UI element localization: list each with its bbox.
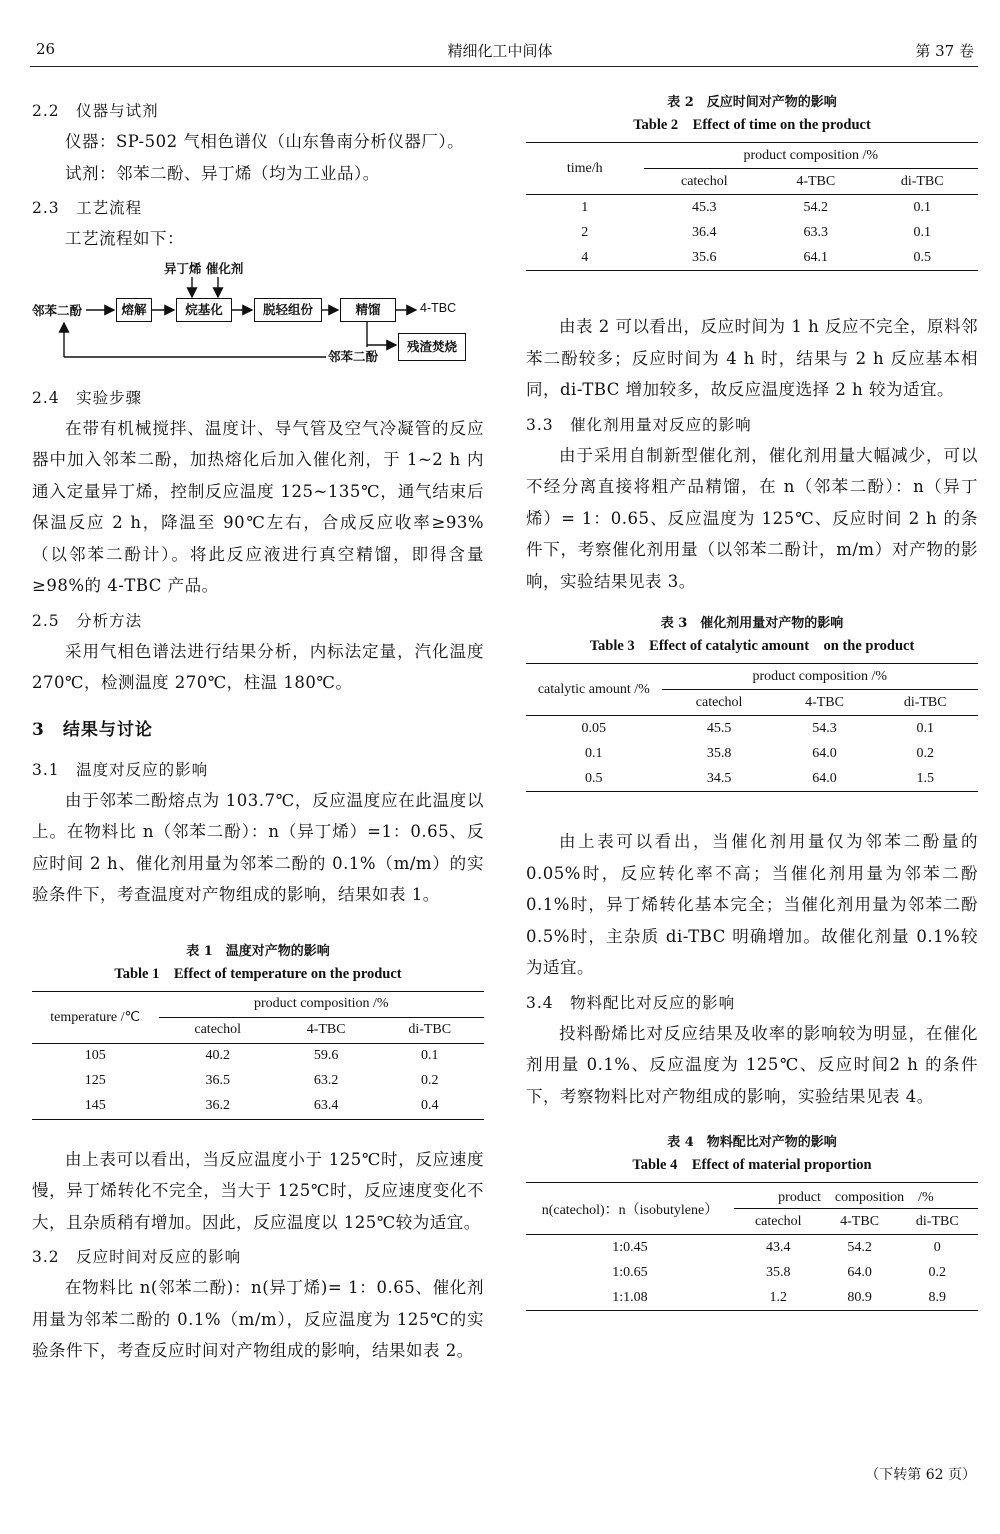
table-cell: 0.1 xyxy=(913,199,931,215)
table-cell: 35.6 xyxy=(644,245,766,271)
table-cell: 63.3 xyxy=(803,224,828,240)
process-flow-diagram xyxy=(32,259,484,379)
table3-col3: di-TBC xyxy=(872,690,978,716)
flow-input-top: 异丁烯 催化剂 xyxy=(164,260,244,276)
time-conclusion: 由表 2 可以看出，反应时间为 1 h 反应不完全，原料邻苯二酚较多；反应时间为 4 h 时，结果与 2 h 反应基本相同，di-TBC 增加较多，故反应温度选择 2 h 较为适宜。 xyxy=(526,317,978,399)
flow-intro: 工艺流程如下： xyxy=(65,229,184,248)
table2-col2: 4-TBC xyxy=(765,169,866,195)
table4-col3: di-TBC xyxy=(897,1209,978,1235)
table1-group: product composition /% xyxy=(159,991,484,1017)
catalyst-conclusion: 由上表可以看出，当催化剂用量仅为邻苯二酚量的 0.05%时，反应转化率不高；当催化剂用量为邻苯二酚 0.1%时，异丁烯转化基本完全；当催化剂用量为邻苯二酚 0.5%时，主杂质 di-TBC 明确增加。故催化剂量 0.1%较为适宜。 xyxy=(526,832,978,977)
table-cell: 40.2 xyxy=(205,1048,230,1063)
analysis-text: 采用气相色谱法进行结果分析，内标法定量，汽化温度 270℃，检测温度 270℃，柱温 180℃。 xyxy=(32,641,484,692)
table-row xyxy=(32,1069,484,1094)
table-cell: 1.5 xyxy=(872,766,978,792)
table-cell: 2 xyxy=(581,224,589,240)
section-2-4-title: 2.4 实验步骤 xyxy=(32,388,143,407)
continued-note: （下转第 62 页） xyxy=(865,1467,976,1483)
table-cell: 1 xyxy=(581,199,589,215)
table-cell: 0.5 xyxy=(526,766,662,792)
table-cell: 0.1 xyxy=(913,224,931,240)
table3-col2: 4-TBC xyxy=(777,690,873,716)
table-row xyxy=(526,766,978,792)
table-cell: 125 xyxy=(84,1073,106,1088)
table-row xyxy=(526,245,978,271)
table-cell: 0.4 xyxy=(375,1094,484,1120)
table-cell: 45.3 xyxy=(692,199,717,215)
table2-col1: catechol xyxy=(644,169,766,195)
flow-residue-box: 残渣焚烧 xyxy=(398,333,466,361)
table4-col2: 4-TBC xyxy=(823,1209,897,1235)
table-cell: 1:1.08 xyxy=(526,1285,734,1311)
table-cell: 0.05 xyxy=(581,720,607,736)
flow-recycle: 邻苯二酚 xyxy=(328,348,379,364)
section-3-1-title: 3.1 温度对反应的影响 xyxy=(32,760,209,779)
table2-caption-cn: 表 2 反应时间对产物的影响 xyxy=(667,95,837,110)
flow-alkyl-box: 烷基化 xyxy=(176,298,232,322)
table-cell: 36.4 xyxy=(692,224,717,240)
table-row xyxy=(526,741,978,766)
table3-col0: catalytic amount /% xyxy=(526,664,662,716)
table1-caption-en: Table 1 Effect of temperature on the product xyxy=(114,965,402,982)
table3-caption-en: Table 3 Effect of catalytic amount on the product xyxy=(589,638,915,654)
table-cell: 80.9 xyxy=(823,1285,897,1311)
table-cell: 54.2 xyxy=(847,1239,872,1255)
journal-title: 精细化工中间体 xyxy=(447,42,553,60)
table-cell: 35.8 xyxy=(706,745,732,761)
table-cell: 1:0.45 xyxy=(612,1239,648,1255)
table-cell: 43.4 xyxy=(766,1239,791,1255)
table-row xyxy=(526,220,978,245)
table4-col1: catechol xyxy=(734,1209,823,1235)
section-3-2-title: 3.2 反应时间对反应的影响 xyxy=(32,1248,242,1266)
table-cell: 35.8 xyxy=(766,1264,791,1280)
flow-distill-box: 精馏 xyxy=(340,298,396,322)
table1-col3: di-TBC xyxy=(375,1017,484,1043)
ratio-text: 投料酚烯比对反应结果及收率的影响较为明显，在催化剂用量 0.1%、反应温度为 125℃、反应时间2 h 的条件下，考察物料比对产物组成的影响，实验结果见表 4。 xyxy=(526,1023,978,1106)
table-cell: 45.5 xyxy=(706,720,732,736)
table-cell: 54.2 xyxy=(803,199,828,215)
table-row xyxy=(526,1285,978,1311)
table3-col1: catechol xyxy=(662,690,777,716)
table-cell: 63.2 xyxy=(313,1073,339,1088)
table-row xyxy=(526,1235,978,1261)
table-3 xyxy=(526,663,978,792)
table-row xyxy=(526,1260,978,1285)
table-cell: 0.5 xyxy=(866,245,978,271)
catalyst-text: 由于采用自制新型催化剂，催化剂用量大幅减少，可以不经分离直接将粗产品精馏，在 n（邻苯二酚）：n（异丁烯）= 1：0.65、反应温度为 125℃、反应时间 2 h 的条件下，考察催化剂用量（以邻苯二酚计，m/m）对产物的影响，实验结果见表 3。 xyxy=(526,445,978,591)
instrument-text: 仪器：SP-502 气相色谱仪（山东鲁南分析仪器厂）。 xyxy=(65,132,465,151)
table3-group: product composition /% xyxy=(662,664,978,690)
temperature-conclusion: 由上表可以看出，当反应温度小于 125℃时，反应速度慢，异丁烯转化不完全，当大于 125℃时，反应速度变化不大，且杂质稍有增加。因此，反应温度以 125℃较为适宜。 xyxy=(32,1149,484,1232)
table-cell: 1:0.65 xyxy=(612,1264,648,1280)
table-cell: 64.1 xyxy=(765,245,866,271)
table2-caption-en: Table 2 Effect of time on the product xyxy=(633,117,871,133)
section-2-2-title: 2.2 仪器与试剂 xyxy=(32,102,159,120)
table4-group: product composition /% xyxy=(734,1183,978,1209)
table-row xyxy=(526,716,978,742)
table-cell: 8.9 xyxy=(897,1285,978,1311)
table-cell: 0.2 xyxy=(420,1073,439,1088)
flow-product: 4-TBC xyxy=(420,300,457,315)
table-row xyxy=(526,195,978,221)
section-2-3-title: 2.3 工艺流程 xyxy=(32,199,143,217)
table1-caption-cn: 表 1 温度对产物的影响 xyxy=(186,943,330,959)
table-cell: 64.0 xyxy=(812,745,837,761)
page-number: 26 xyxy=(36,40,56,58)
table-cell: 0.1 xyxy=(916,720,934,736)
table1-col0: temperature /℃ xyxy=(32,991,159,1043)
left-column xyxy=(32,92,484,1367)
table1-col1: catechol xyxy=(159,1017,277,1043)
table4-caption-cn: 表 4 物料配比对产物的影响 xyxy=(667,1135,837,1150)
table-cell: 0 xyxy=(933,1239,941,1255)
procedure-text: 在带有机械搅拌、温度计、导气管及空气冷凝管的反应器中加入邻苯二酚，加热熔化后加入催化剂，于 1~2 h 内通入定量异丁烯，控制反应温度 125~135℃，通气结束后保温反应 2 h，降温至 90℃左右，合成反应收率≥93%（以邻苯二酚计）。将此反应液进行真空精馏，即得含量≥98%的 4-TBC 产品。 xyxy=(32,418,484,595)
table-cell: 145 xyxy=(32,1094,159,1120)
table-cell: 64.0 xyxy=(777,766,873,792)
reagent-text: 试剂：邻苯二酚、异丁烯（均为工业品）。 xyxy=(65,163,380,183)
table2-group: product composition /% xyxy=(644,143,978,169)
table-1 xyxy=(32,991,484,1120)
table4-col0: n(catechol)：n（isobutylene） xyxy=(526,1183,734,1235)
section-3-3-title: 3.3 催化剂用量对反应的影响 xyxy=(526,415,752,434)
right-column xyxy=(526,92,978,1311)
table-cell: 0.1 xyxy=(585,745,603,761)
table-row xyxy=(32,1043,484,1069)
table2-col0: time/h xyxy=(526,143,644,195)
section-2-5-title: 2.5 分析方法 xyxy=(32,611,143,630)
table-cell: 63.4 xyxy=(277,1094,376,1120)
table-4 xyxy=(526,1182,978,1311)
table-2 xyxy=(526,142,978,271)
table-cell: 105 xyxy=(84,1048,106,1063)
table4-caption-en: Table 4 Effect of material proportion xyxy=(632,1157,872,1173)
table-cell: 64.0 xyxy=(847,1264,872,1280)
flow-feed: 邻苯二酚 xyxy=(32,302,83,318)
table-cell: 34.5 xyxy=(662,766,777,792)
section-3-title: 3 结果与讨论 xyxy=(32,719,153,740)
table3-caption-cn: 表 3 催化剂用量对产物的影响 xyxy=(660,616,844,631)
table-cell: 36.2 xyxy=(159,1094,277,1120)
table2-col3: di-TBC xyxy=(866,169,978,195)
section-3-4-title: 3.4 物料配比对反应的影响 xyxy=(526,993,736,1012)
table-row xyxy=(32,1094,484,1120)
table-cell: 59.6 xyxy=(313,1048,339,1063)
table-cell: 36.5 xyxy=(205,1073,230,1088)
table-cell: 0.2 xyxy=(916,745,934,761)
flow-remove-box: 脱轻组份 xyxy=(254,298,322,322)
time-text: 在物料比 n(邻苯二酚)：n(异丁烯)= 1：0.65、催化剂用量为邻苯二酚的 0.1%（m/m），反应温度为 125℃的实验条件下，考查反应时间对产物组成的影响，结果如表 2。 xyxy=(32,1278,484,1360)
table-cell: 0.1 xyxy=(420,1048,439,1063)
temperature-text: 由于邻苯二酚熔点为 103.7℃，反应温度应在此温度以上。在物料比 n（邻苯二酚）：n（异丁烯）=1：0.65、反应时间 2 h、催化剂用量为邻苯二酚的 0.1%（m/m）的实验条件下，考查温度对产物组成的影响，结果如表 1。 xyxy=(32,790,484,904)
volume-label: 第 37 卷 xyxy=(915,42,974,60)
header-rule xyxy=(30,66,978,67)
table-cell: 4 xyxy=(526,245,644,271)
table-cell: 54.3 xyxy=(812,720,837,736)
table1-col2: 4-TBC xyxy=(277,1017,376,1043)
table-cell: 1.2 xyxy=(734,1285,823,1311)
flow-melt-box: 熔解 xyxy=(116,298,152,322)
table-cell: 0.2 xyxy=(928,1264,947,1280)
